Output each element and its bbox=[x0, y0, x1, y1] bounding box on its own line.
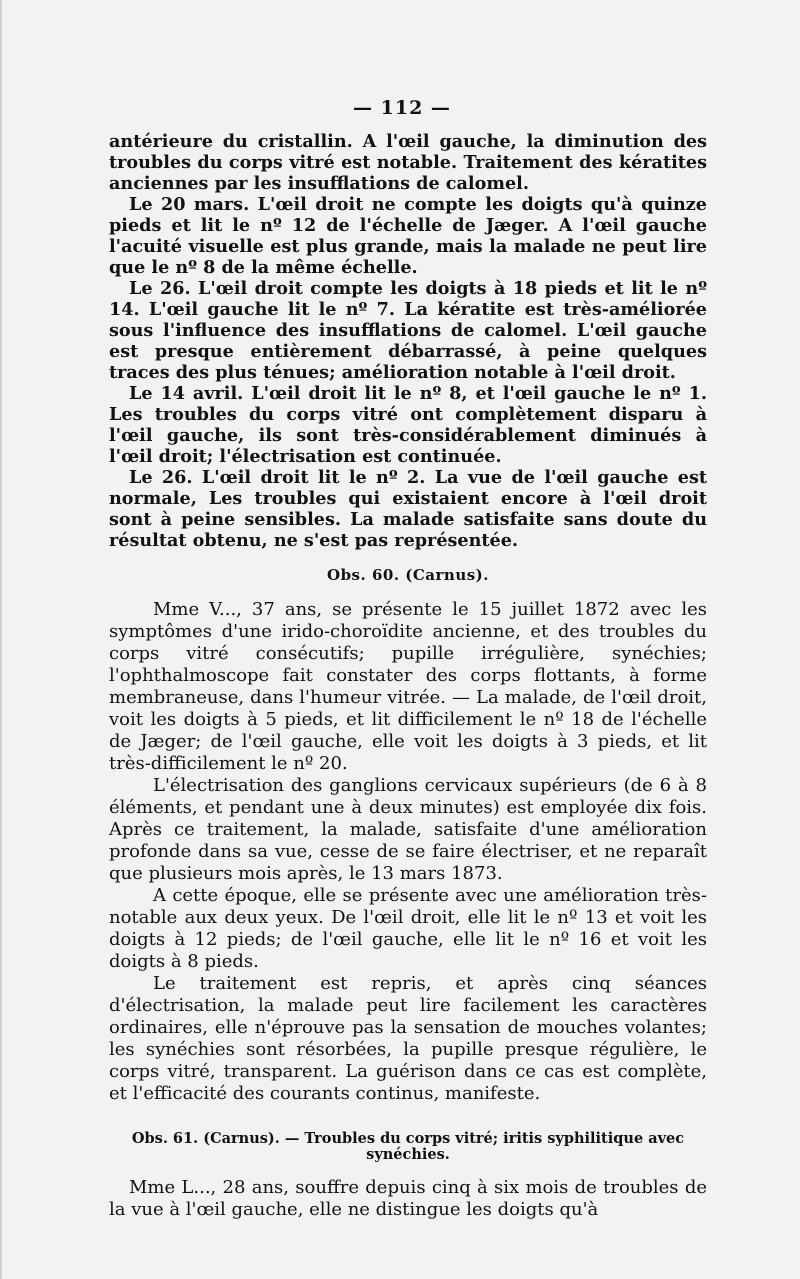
paragraph: Le 20 mars. L'œil droit ne compte les doigts qu'à quinze pieds et lit le nº 12 de l'échelle de Jæger. A l'œil gauche l'acuité visuelle est plus grande, mais la malade ne peut lire que le nº 8 de la même échelle. bbox=[109, 194, 707, 278]
paragraph: Mme L..., 28 ans, souffre depuis cinq à six mois de troubles de la vue à l'œil gauche, elle ne distingue les doigts qu'à bbox=[109, 1177, 707, 1220]
observation-61 bbox=[109, 1177, 707, 1221]
paragraph: antérieure du cristallin. A l'œil gauche, la diminution des troubles du corps vitré est notable. Traitement des kératites anciennes par les insufflations de calomel. bbox=[109, 131, 707, 194]
paragraph: Le 26. L'œil droit compte les doigts à 18 pieds et lit le nº 14. L'œil gauche lit le nº 7. La kératite est très-améliorée sous l'influence des insufflations de calomel. L'œil gauche est presque entièrement débarrassé, à peine quelques traces des plus ténues; amélioration notable à l'œil droit. bbox=[109, 278, 707, 383]
paragraph: A cette époque, elle se présente avec une amélioration très-notable aux deux yeux. De l'œil droit, elle lit le nº 13 et voit les doigts à 12 pieds; de l'œil gauche, elle lit le nº 16 et voit les doigts à 8 pieds. bbox=[109, 885, 707, 972]
observation-60 bbox=[109, 599, 707, 1105]
paragraph: Le traitement est repris, et après cinq séances d'électrisation, la malade peut lire facilement les caractères ordinaires, elle n'éprouve pas la sensation de mouches volantes; les synéchies sont résorbées, la pupille presque régulière, le corps vitré, transparent. La guérison dans ce cas est complète, et l'efficacité des courants continus, manifeste. bbox=[109, 973, 707, 1104]
paragraph: Le 26. L'œil droit lit le nº 2. La vue de l'œil gauche est normale, Les troubles qui existaient encore à l'œil droit sont à peine sensibles. La malade satisfaite sans doute du résultat obtenu, ne s'est pas représentée. bbox=[109, 467, 707, 551]
paragraph: Mme V..., 37 ans, se présente le 15 juillet 1872 avec les symptômes d'une irido-choroïdite ancienne, et des troubles du corps vitré consécutifs; pupille irrégulière, synéchies; l'ophthalmoscope fait constater des corps flottants, à forme membraneuse, dans l'humeur vitrée. — La malade, de l'œil droit, voit les doigts à 5 pieds, et lit difficilement le nº 18 de l'échelle de Jæger; de l'œil gauche, elle voit les doigts à 3 pieds, et lit très-difficilement le nº 20. bbox=[109, 599, 707, 774]
paragraph: L'électrisation des ganglions cervicaux supérieurs (de 6 à 8 éléments, et pendant une à deux minutes) est employée dix fois. Après ce traitement, la malade, satisfaite d'une amélioration profonde dans sa vue, cesse de se faire électriser, et ne reparaît que plusieurs mois après, le 13 mars 1873. bbox=[109, 775, 707, 884]
observation-continuation bbox=[109, 131, 707, 551]
observation-heading-60: Obs. 60. (Carnus). bbox=[327, 566, 489, 584]
paragraph: Le 14 avril. L'œil droit lit le nº 8, et l'œil gauche le nº 1. Les troubles du corps vitré ont complètement disparu à l'œil gauche, ils sont très-considérablement diminués à l'œil droit; l'électrisation est continuée. bbox=[109, 383, 707, 467]
page-number-header: — 112 — bbox=[353, 97, 451, 119]
observation-heading-61: Obs. 61. (Carnus). — Troubles du corps vitré; iritis syphilitique avec synéchies. bbox=[131, 1130, 685, 1163]
page-body bbox=[109, 131, 707, 1221]
